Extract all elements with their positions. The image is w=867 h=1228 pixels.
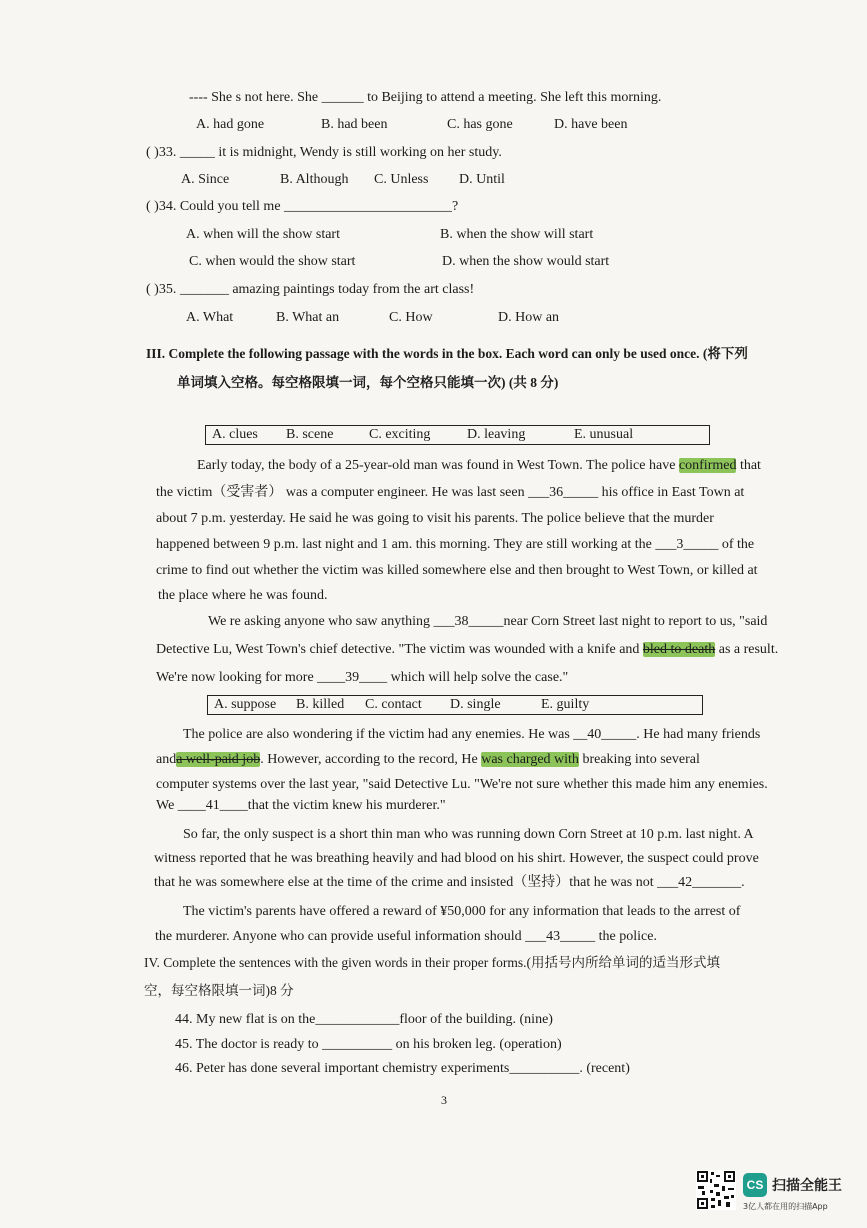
q34-option-b: B. when the show will start: [440, 227, 594, 242]
word-box-1-item: C. exciting: [369, 427, 431, 442]
q33-option-a: A. Since: [181, 172, 230, 187]
passage-line: crime to find out whether the victim was killed somewhere else and then brought to West Town, or killed at: [156, 563, 758, 578]
scanner-brand: 扫描全能王: [772, 1178, 842, 1194]
q35-option-c: C. How: [389, 310, 433, 325]
passage-text: . However, according to the record, He: [260, 752, 478, 767]
word-box-1: [205, 425, 710, 445]
passage-line: The police are also wondering if the victim had any enemies. He was __40_____. He had many friends: [183, 727, 761, 742]
qr-code-icon: [696, 1170, 736, 1210]
q33-option-c: C. Unless: [374, 172, 429, 187]
highlighted-phrase: was charged with: [481, 752, 579, 767]
word-box-1-item: E. unusual: [574, 427, 634, 442]
passage-text: that: [739, 458, 761, 473]
q35-option-b: B. What an: [276, 310, 340, 325]
word-box-1-item: B. scene: [286, 427, 334, 442]
question-45: 45. The doctor is ready to __________ on his broken leg. (operation): [175, 1037, 562, 1052]
highlighted-phrase: confirmed: [678, 458, 737, 473]
word-box-2: [207, 695, 703, 715]
passage-line: computer systems over the last year, "said Detective Lu. "We're not sure whether this made him any enemies.: [156, 777, 768, 792]
passage-text: breaking into several: [582, 752, 700, 767]
passage-line: [197, 457, 761, 475]
q35-prompt: ( )35. _______ amazing paintings today from the art class!: [146, 282, 475, 297]
section4-heading: IV. Complete the sentences with the given words in their proper forms.(用括号内所给单词的适当形式填: [144, 955, 721, 970]
section3-heading-cont: 单词填入空格。每空格限填一词，每个空格只能填一次) (共 8 分): [177, 375, 559, 390]
passage-line: [156, 751, 700, 769]
passage-line: We ____41____that the victim knew his murderer.": [156, 798, 446, 813]
passage-line: witness reported that he was breathing heavily and had blood on his shirt. However, the suspect could prove: [154, 851, 759, 866]
passage-line: [156, 641, 778, 659]
q32-option-d: D. have been: [554, 117, 628, 132]
q34-option-c: C. when would the show start: [189, 254, 356, 269]
passage-line: happened between 9 p.m. last night and 1 am. this morning. They are still working at the ___3_____ of the: [156, 537, 755, 552]
passage-line: the place where he was found.: [158, 588, 328, 603]
word-box-2-item: A. suppose: [214, 697, 277, 712]
q32-prompt: ---- She s not here. She ______ to Beijing to attend a meeting. She left this morning.: [189, 90, 662, 105]
word-box-2-item: E. guilty: [541, 697, 590, 712]
word-box-1-item: D. leaving: [467, 427, 526, 442]
q33-option-d: D. Until: [459, 172, 505, 187]
q33-prompt: ( )33. _____ it is midnight, Wendy is still working on her study.: [146, 145, 502, 160]
section4-heading-cont: 空，每空格限填一词)8 分: [144, 983, 294, 998]
page-number: 3: [441, 1093, 447, 1107]
word-box-2-item: D. single: [450, 697, 501, 712]
word-box-2-item: C. contact: [365, 697, 422, 712]
scanner-tagline: 3亿人都在用的扫描App: [743, 1202, 828, 1211]
highlighted-phrase: bled to death: [642, 642, 716, 657]
q33-option-b: B. Although: [280, 172, 349, 187]
q34-option-a: A. when will the show start: [186, 227, 340, 242]
q32-option-a: A. had gone: [196, 117, 265, 132]
passage-text: Detective Lu, West Town's chief detective. "The victim was wounded with a knife and: [156, 642, 640, 657]
question-44: 44. My new flat is on the____________floor of the building. (nine): [175, 1012, 553, 1027]
passage-line: We're now looking for more ____39____ which will help solve the case.": [156, 670, 569, 685]
q34-prompt: ( )34. Could you tell me ________________________?: [146, 199, 459, 214]
passage-text: as a result.: [718, 642, 779, 657]
passage-line: that he was somewhere else at the time of the crime and insisted（坚持）that he was not ___42_______.: [154, 875, 745, 890]
q32-option-c: C. has gone: [447, 117, 513, 132]
passage-line: The victim's parents have offered a reward of ¥50,000 for any information that leads to the arrest of: [183, 904, 741, 919]
section3-heading: III. Complete the following passage with the words in the box. Each word can only be used once. (将下列: [146, 346, 748, 361]
question-46: 46. Peter has done several important chemistry experiments__________. (recent): [175, 1061, 630, 1076]
passage-line: We re asking anyone who saw anything ___38_____near Corn Street last night to report to us, "said: [208, 614, 768, 629]
q32-option-b: B. had been: [321, 117, 388, 132]
word-box-2-item: B. killed: [296, 697, 345, 712]
q35-option-d: D. How an: [498, 310, 560, 325]
passage-line: about 7 p.m. yesterday. He said he was going to visit his parents. The police believe that the murder: [156, 511, 714, 526]
passage-line: So far, the only suspect is a short thin man who was running down Corn Street at 10 p.m. last night. A: [183, 827, 754, 842]
highlighted-phrase: a well-paid job: [176, 752, 261, 767]
passage-text: Early today, the body of a 25-year-old man was found in West Town. The police have: [197, 458, 676, 473]
passage-line: the murderer. Anyone who can provide useful information should ___43_____ the police.: [155, 929, 657, 944]
word-box-1-item: A. clues: [212, 427, 258, 442]
passage-line: the victim（受害者） was a computer engineer. He was last seen ___36_____ his office in East Town at: [156, 485, 745, 500]
q34-option-d: D. when the show would start: [442, 254, 610, 269]
passage-text: and: [156, 752, 177, 767]
camscanner-logo-icon: CS: [743, 1173, 767, 1197]
q35-option-a: A. What: [186, 310, 234, 325]
